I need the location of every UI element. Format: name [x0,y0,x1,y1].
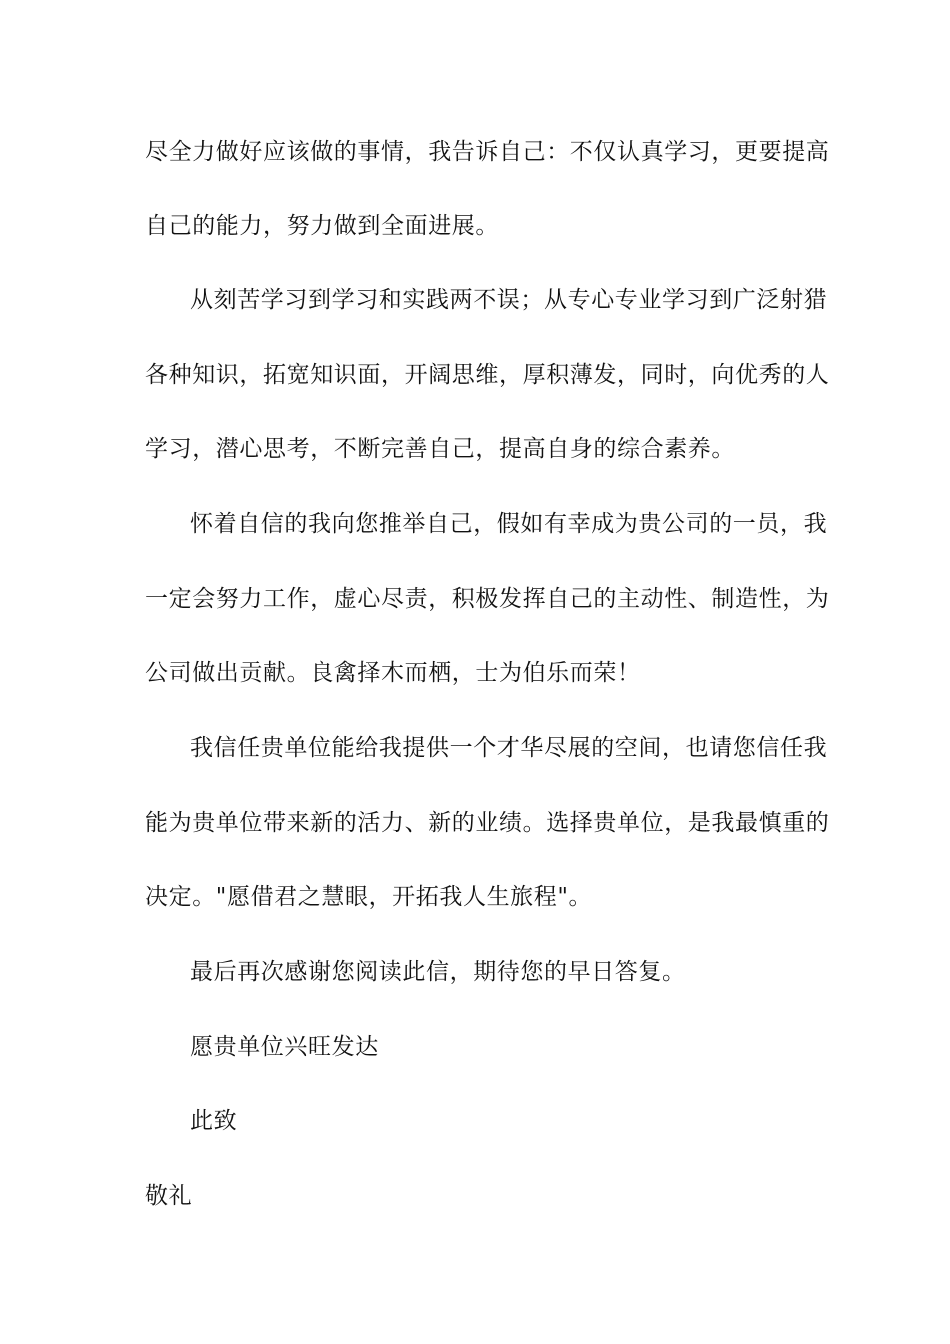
body-text-line: 学习，潜心思考，不断完善自己，提高自身的综合素养。 [145,436,735,462]
body-text-line: 各种知识，拓宽知识面，开阔思维，厚积薄发，同时，向优秀的人 [145,362,830,388]
paragraph-first-line: 怀着自信的我向您推举自己，假如有幸成为贵公司的一员，我 [190,511,828,537]
body-text-line: 尽全力做好应该做的事情，我告诉自己：不仅认真学习，更要提高 [145,139,830,165]
closing-thanks: 最后再次感谢您阅读此信，期待您的早日答复。 [190,959,686,985]
body-text-line: 能为贵单位带来新的活力、新的业绩。选择贵单位，是我最慎重的 [145,810,830,836]
salutation-cizhi: 此致 [190,1108,238,1134]
paragraph-first-line: 从刻苦学习到学习和实践两不误；从专心专业学习到广泛射猎 [190,287,828,313]
body-text-line: 公司做出贡献。良禽择木而栖，士为伯乐而荣！ [145,660,641,686]
body-text-line: 自己的能力，努力做到全面进展。 [145,213,499,239]
body-text-line: 决定。"愿借君之慧眼，开拓我人生旅程"。 [145,884,593,910]
salutation-jingli: 敬礼 [145,1183,193,1209]
closing-wish: 愿贵单位兴旺发达 [190,1034,379,1060]
body-text-line: 一定会努力工作，虚心尽责，积极发挥自己的主动性、制造性，为 [145,586,830,612]
paragraph-first-line: 我信任贵单位能给我提供一个才华尽展的空间，也请您信任我 [190,735,828,761]
